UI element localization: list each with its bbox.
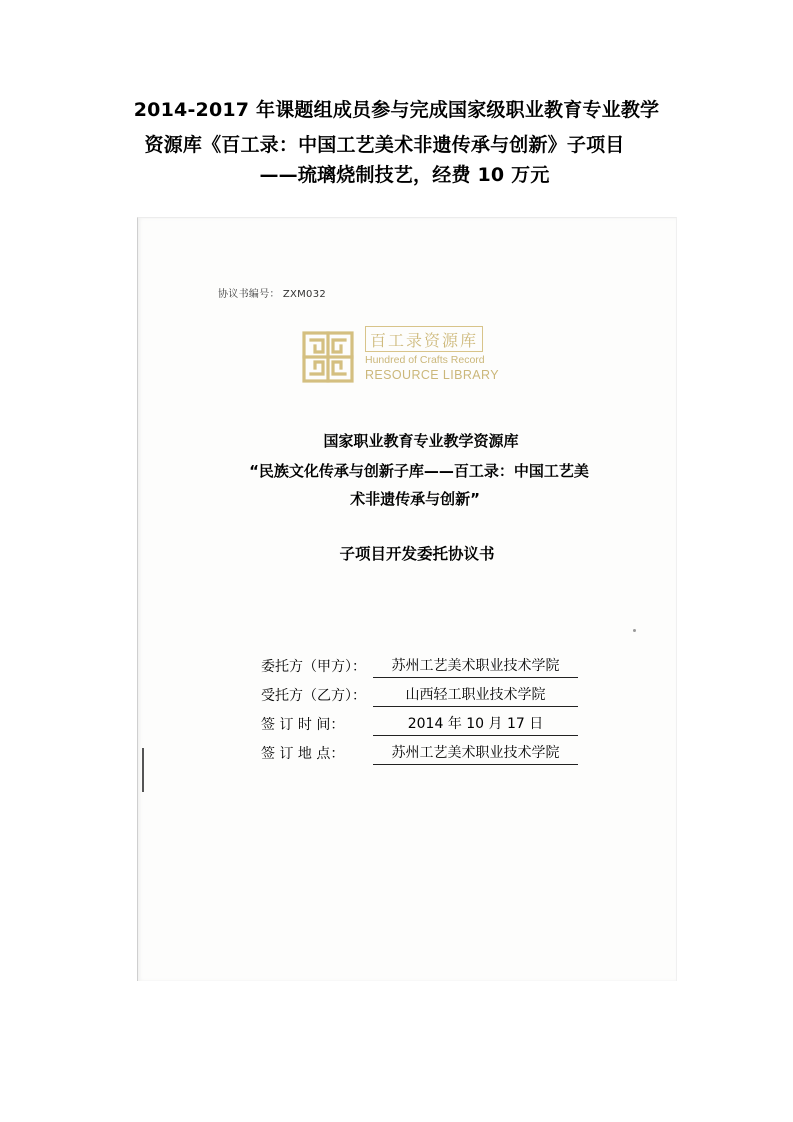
heading-line-3: ——琉璃烧制技艺，经费 10 万元 bbox=[259, 164, 550, 186]
field-signing-date-value: 2014 年 10 月 17 日 bbox=[373, 714, 578, 736]
protocol-number-label: 协议书编号： bbox=[218, 289, 280, 300]
scan-edge-mark bbox=[142, 748, 144, 792]
field-signing-date-label: 签 订 时 间： bbox=[261, 717, 345, 733]
field-contractor-value: 山西轻工职业技术学院 bbox=[373, 685, 578, 707]
field-client bbox=[261, 656, 578, 678]
field-signing-place-label: 签 订 地 点： bbox=[261, 746, 345, 762]
document-title-line-1: 国家职业教育专业教学资源库 bbox=[323, 432, 519, 450]
document-title-line-2: “民族文化传承与创新子库——百工录：中国工艺美 bbox=[249, 462, 589, 480]
heading-line-1: 2014-2017 年课题组成员参与完成国家级职业教育专业教学 bbox=[133, 99, 660, 121]
logo-english-line-1: Hundred of Crafts Record bbox=[365, 354, 485, 366]
protocol-number bbox=[218, 285, 326, 300]
field-contractor-label: 受托方（乙方）： bbox=[261, 688, 366, 704]
fretwork-logo-icon bbox=[301, 330, 355, 384]
field-contractor bbox=[261, 685, 578, 707]
scanned-agreement-page bbox=[137, 217, 677, 981]
field-signing-date bbox=[261, 714, 578, 736]
field-client-label: 委托方（甲方）： bbox=[261, 659, 366, 675]
heading-line-2: 资源库《百工录：中国工艺美术非遗传承与创新》子项目 bbox=[144, 134, 625, 156]
field-signing-place-value: 苏州工艺美术职业技术学院 bbox=[373, 743, 578, 765]
document-subtitle: 子项目开发委托协议书 bbox=[339, 545, 495, 563]
document-title-line-3: 术非遗传承与创新” bbox=[350, 490, 480, 508]
resource-library-logo bbox=[301, 326, 511, 388]
field-signing-place bbox=[261, 743, 578, 765]
protocol-number-value: ZXM032 bbox=[282, 289, 327, 300]
scan-speck bbox=[633, 629, 636, 632]
logo-english-line-2: RESOURCE LIBRARY bbox=[365, 368, 499, 382]
logo-chinese-text: 百工录资源库 bbox=[365, 326, 483, 352]
field-client-value: 苏州工艺美术职业技术学院 bbox=[373, 656, 578, 678]
